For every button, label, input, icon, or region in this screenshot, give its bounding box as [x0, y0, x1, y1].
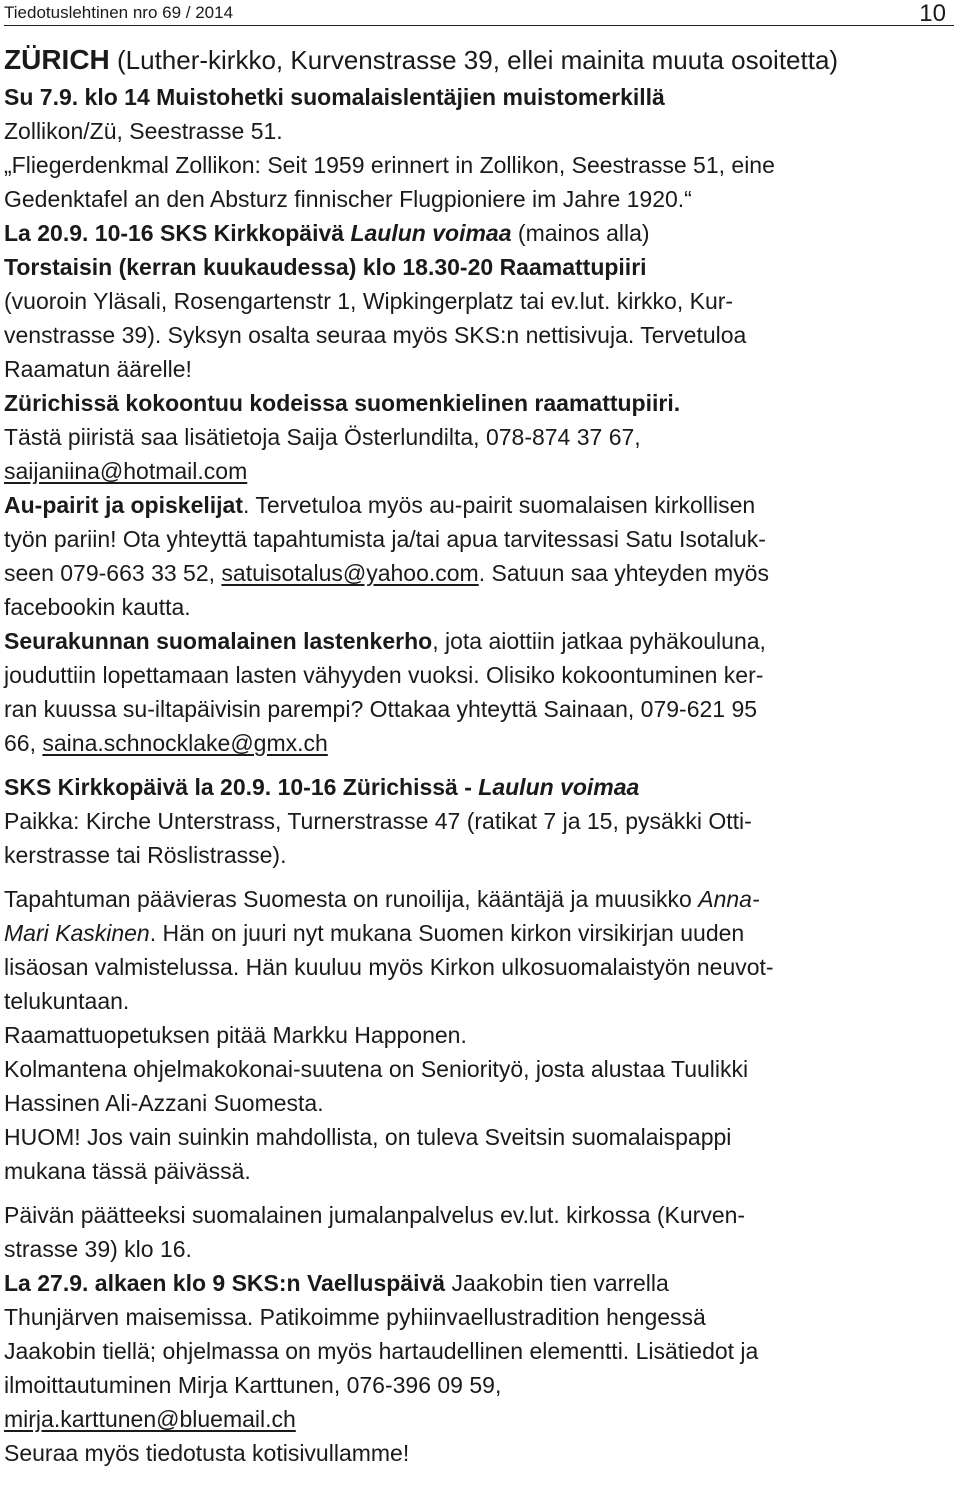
aupair-line-4: facebookin kautta. [4, 594, 191, 620]
walking-day-1 [4, 1266, 956, 1300]
sks-guest-name-part1: Anna- [698, 886, 760, 912]
article-body [4, 40, 956, 1470]
bible-circle-title: Torstaisin (kerran kuukaudessa) klo 18.30-20 Raamattupiiri [4, 254, 647, 280]
sks-senior-2: Hassinen Ali-Azzani Suomesta. [4, 1090, 324, 1116]
header-rule [4, 25, 954, 26]
kids-club-title: Seurakunnan suomalainen lastenkerho [4, 628, 433, 654]
sks-bible-teaching: Raamattuopetuksen pitää Markku Happonen. [4, 1022, 467, 1048]
sks-note-2: mukana tässä päivässä. [4, 1158, 251, 1184]
sks-heading-theme: Laulun voimaa [478, 774, 640, 800]
bible-circle-text-2: venstrasse 39). Syksyn osalta seuraa myös SKS:n nettisivuja. Tervetuloa [4, 322, 747, 348]
sks-service-2: strasse 39) klo 16. [4, 1236, 192, 1262]
page-number: 10 [919, 0, 946, 27]
sks-heading-title: SKS Kirkkopäivä la 20.9. 10-16 Zürichissä - [4, 774, 479, 800]
sks-heading [4, 770, 956, 804]
email-link-satu[interactable]: satuisotalus@yahoo.com [221, 560, 479, 586]
aupair-text: . Tervetuloa myös au-pairit suomalaisen kirkollisen [243, 492, 756, 518]
sks-guest-2 [4, 916, 956, 950]
aupair-title: Au-pairit ja opiskelijat [4, 492, 243, 518]
sks-guest-intro: Tapahtuman päävieras Suomesta on runoilija, kääntäjä ja muusikko [4, 886, 699, 912]
churchday-theme: Laulun voimaa [350, 220, 512, 246]
zurich-heading [4, 40, 956, 80]
city-name: ZÜRICH [4, 44, 110, 75]
sks-guest-3: lisäosan valmistelussa. Hän kuuluu myös Kirkon ulkosuomalaistyön neuvot- [4, 954, 774, 980]
page-header [0, 0, 960, 30]
aupair-line-3 [4, 556, 956, 590]
sks-guest-1 [4, 882, 956, 916]
email-link-saija[interactable]: saijaniina@hotmail.com [4, 458, 248, 484]
kids-club-line-2: jouduttiin lopettamaan lasten vähyyden vuoksi. Olisiko kokoontuminen ker- [4, 662, 764, 688]
follow-website: Seuraa myös tiedotusta kotisivullamme! [4, 1440, 410, 1466]
email-link-mirja[interactable]: mirja.karttunen@bluemail.ch [4, 1406, 296, 1432]
churchday-date: La 20.9. 10-16 SKS Kirkkopäivä [4, 220, 351, 246]
sks-place-2: kerstrasse tai Röslistrasse). [4, 842, 287, 868]
walking-day-title: La 27.9. alkaen klo 9 SKS:n Vaelluspäivä [4, 1270, 446, 1296]
email-link-saina[interactable]: saina.schnocklake@gmx.ch [42, 730, 328, 756]
walking-day-3: Jaakobin tiellä; ohjelmassa on myös hartaudellinen elementti. Lisätiedot ja [4, 1338, 759, 1364]
memorial-quote-line-1: „Fliegerdenkmal Zollikon: Seit 1959 erinnert in Zollikon, Seestrasse 51, eine [4, 152, 775, 178]
memorial-address: Zollikon/Zü, Seestrasse 51. [4, 118, 283, 144]
home-bible-circle-title: Zürichissä kokoontuu kodeissa suomenkielinen raamattupiiri. [4, 390, 681, 416]
sks-note-1: HUOM! Jos vain suinkin mahdollista, on tuleva Sveitsin suomalaispappi [4, 1124, 732, 1150]
bible-circle-text-1: (vuoroin Yläsali, Rosengartenstr 1, Wipkingerplatz tai ev.lut. kirkko, Kur- [4, 288, 734, 314]
kids-club-phone-end: 66, [4, 730, 43, 756]
kids-club-line-4 [4, 726, 956, 760]
email-line-mirja [4, 1402, 956, 1436]
aupair-line-1 [4, 488, 956, 522]
sks-guest-text: . Hän on juuri nyt mukana Suomen kirkon virsikirjan uuden [149, 920, 745, 946]
churchday-note: (mainos alla) [511, 220, 650, 246]
walking-day-2: Thunjärven maisemissa. Patikoimme pyhiinvaellustradition hengessä [4, 1304, 706, 1330]
walking-day-text: Jaakobin tien varrella [445, 1270, 669, 1296]
aupair-text-2: . Satuun saa yhteyden myös [478, 560, 769, 586]
memorial-quote-line-2: Gedenktafel an den Absturz finnischer Flugpioniere im Jahre 1920.“ [4, 186, 692, 212]
kids-club-line-1 [4, 624, 956, 658]
city-note: (Luther-kirkko, Kurvenstrasse 39, ellei mainita muuta osoitetta) [109, 45, 839, 75]
home-bible-circle-contact: Tästä piiristä saa lisätietoja Saija Österlundilta, 078-874 37 67, [4, 424, 641, 450]
aupair-line-2: työn pariin! Ota yhteyttä tapahtumista ja/tai apua tarvitessasi Satu Isotaluk- [4, 526, 766, 552]
sks-service-1: Päivän päätteeksi suomalainen jumalanpalvelus ev.lut. kirkossa (Kurven- [4, 1202, 746, 1228]
kids-club-line-3: ran kuussa su-iltapäivisin parempi? Ottakaa yhteyttä Sainaan, 079-621 95 [4, 696, 758, 722]
sks-place-1: Paikka: Kirche Unterstrass, Turnerstrasse 47 (ratikat 7 ja 15, pysäkki Otti- [4, 808, 752, 834]
bible-circle-text-3: Raamatun äärelle! [4, 356, 192, 382]
sks-senior-1: Kolmantena ohjelmakokonai-suutena on Seniorityö, josta alustaa Tuulikki [4, 1056, 749, 1082]
walking-day-4: ilmoittautuminen Mirja Karttunen, 076-396 09 59, [4, 1372, 502, 1398]
aupair-phone: seen 079-663 33 52, [4, 560, 222, 586]
kids-club-text: , jota aiottiin jatkaa pyhäkouluna, [432, 628, 766, 654]
email-line-saija [4, 454, 956, 488]
publication-title: Tiedotuslehtinen nro 69 / 2014 [4, 3, 234, 22]
sks-guest-name-part2: Mari Kaskinen [4, 920, 150, 946]
sks-guest-4: telukuntaan. [4, 988, 130, 1014]
churchday-notice [4, 216, 956, 250]
memorial-event-title: Su 7.9. klo 14 Muistohetki suomalaislentäjien muistomerkillä [4, 84, 665, 110]
